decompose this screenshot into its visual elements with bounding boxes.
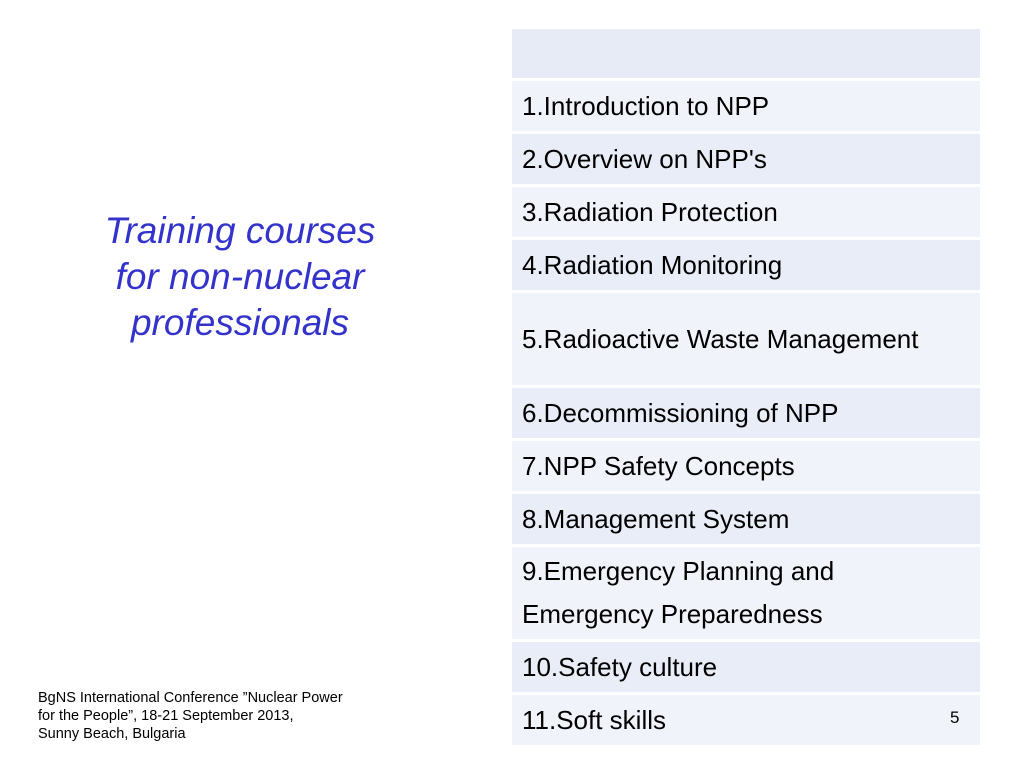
course-item: 6.Decommissioning of NPP xyxy=(512,387,980,440)
course-item: 3.Radiation Protection xyxy=(512,186,980,239)
table-header-row xyxy=(512,29,980,80)
table-header-cell xyxy=(512,29,980,80)
conference-footer xyxy=(38,689,418,743)
slide-title-line-3: professionals xyxy=(130,302,349,343)
table-row xyxy=(512,387,980,440)
course-item: 10.Safety culture xyxy=(512,641,980,694)
course-item: 7.NPP Safety Concepts xyxy=(512,440,980,493)
table-row xyxy=(512,133,980,186)
table-row xyxy=(512,694,980,747)
course-table xyxy=(512,29,980,748)
table-row xyxy=(512,239,980,292)
course-item: 11.Soft skills xyxy=(512,694,980,747)
table-row xyxy=(512,440,980,493)
footer-line-3: Sunny Beach, Bulgaria xyxy=(38,726,186,742)
course-item: 1.Introduction to NPP xyxy=(512,80,980,133)
course-item: 9.Emergency Planning and Emergency Preparedness xyxy=(512,546,980,641)
footer-line-2: for the People”, 18-21 September 2013, xyxy=(38,708,294,724)
table-row xyxy=(512,80,980,133)
table-row xyxy=(512,546,980,641)
table-row xyxy=(512,292,980,387)
footer-line-1: BgNS International Conference ”Nuclear Power xyxy=(38,690,343,706)
slide-title-line-2: for non-nuclear xyxy=(115,256,365,297)
page-number: 5 xyxy=(950,708,960,727)
table-row xyxy=(512,186,980,239)
course-item: 5.Radioactive Waste Management xyxy=(512,292,980,387)
table-row xyxy=(512,493,980,546)
course-item: 2.Overview on NPP's xyxy=(512,133,980,186)
table-row xyxy=(512,641,980,694)
slide-title-line-1: Training courses xyxy=(104,210,376,251)
slide-title xyxy=(62,208,418,346)
course-item: 8.Management System xyxy=(512,493,980,546)
course-item: 4.Radiation Monitoring xyxy=(512,239,980,292)
